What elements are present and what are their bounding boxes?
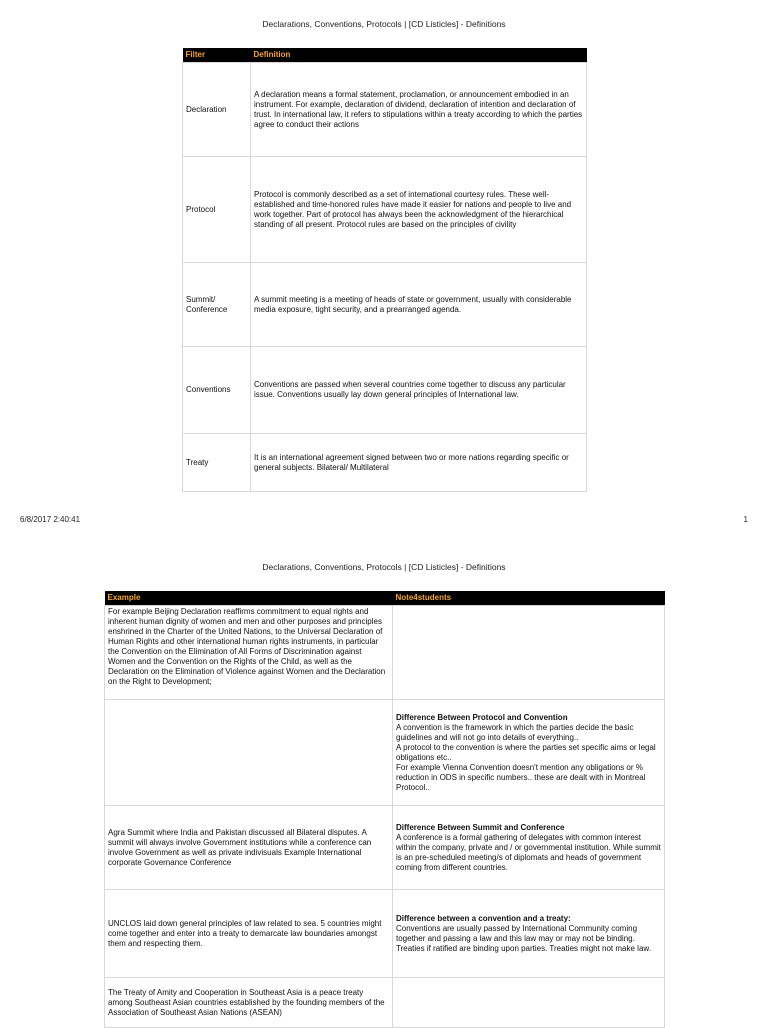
definition-cell: Protocol is commonly described as a set of international courtesy rules. These well-established and time-honored rules have made it easier for nations and people to live and work together. Part of protocol has always been the acknowledgment of the hierarchical standing of all present. Protocol rules are based on the principles of civility: [251, 157, 587, 263]
note-body: A conference is a formal gathering of delegates with common interest within the company, private and / or governmental institution. While summit is an pre-scheduled meeting/s of diplomats and heads of government coming from different countries.: [396, 832, 661, 872]
table-row: [105, 806, 665, 890]
table-header-row: [105, 591, 665, 606]
filter-cell: Declaration: [183, 63, 251, 157]
page-title: Declarations, Conventions, Protocols | [CD Listicles] - Definitions: [262, 562, 506, 572]
page-number: 1: [743, 515, 748, 524]
table-header-row: [183, 48, 587, 63]
note-title: Difference Between Summit and Conference: [396, 822, 565, 832]
note-column-header: Note4students: [393, 591, 665, 606]
note-body: Conventions are usually passed by International Community coming together and passing a law and this law may or may not be binding. Treaties if ratified are binding upon parties. Treaties might not make law.: [396, 923, 651, 953]
filter-cell: Conventions: [183, 347, 251, 434]
example-cell: UNCLOS laid down general principles of law related to sea. 5 countries might come together and enter into a treaty to demarcate law boundaries amongst them and respecting them.: [105, 890, 393, 978]
example-cell: For example Beijing Declaration reaffirms commitment to equal rights and inherent human dignity of women and men and other purposes and principles enshrined in the Charter of the United Nations, to the Universal Declaration of Human Rights and other international human rights instruments, in particular the Convention on the Elimination of All Forms of Discrimination against Women and the Convention on the Rights of the Child, as well as the Declaration on the Elimination of Violence against Women and the Declaration on the Right to Development;: [105, 606, 393, 700]
definition-cell: A declaration means a formal statement, proclamation, or announcement embodied in an instrument. For example, declaration of dividend, declaration of intention and declaration of trust. In international law, it refers to stipulations within a treaty according to which the parties agree to conduct their actions: [251, 63, 587, 157]
definition-column-header: Definition: [251, 48, 587, 63]
example-cell: Agra Summit where India and Pakistan discussed all Bilateral disputes. A summit will always involve Government institutions while a conference can involve Government as well as private indivisuals Example International corporate Governance Conference: [105, 806, 393, 890]
note-title: Difference Between Protocol and Convention: [396, 712, 568, 722]
definition-cell: It is an international agreement signed between two or more nations regarding specific or general subjects. Bilateral/ Multilateral: [251, 434, 587, 492]
table-row: [105, 978, 665, 1028]
example-cell: The Treaty of Amity and Cooperation in Southeast Asia is a peace treaty among Southeast Asian countries established by the founding members of the Association of Southeast Asian Nations (ASEAN): [105, 978, 393, 1028]
definitions-table: [182, 48, 587, 492]
note-title: Difference between a convention and a treaty:: [396, 913, 571, 923]
examples-table: [104, 591, 665, 1028]
table-row: [105, 700, 665, 806]
note-body: A convention is the framework in which the parties decide the basic guidelines and will not go into details of everything.. A protocol to the convention is where the parties set specific aims or legal obligations etc.. For example Vienna Convention doesn't mention any obligations or % reduction in ODS in specific numbers.. these are dealt with in Montreal Protocol..: [396, 722, 656, 792]
example-column-header: Example: [105, 591, 393, 606]
print-timestamp: 6/8/2017 2:40:41: [20, 515, 81, 524]
note-cell: [393, 700, 665, 806]
page-title: Declarations, Conventions, Protocols | [CD Listicles] - Definitions: [262, 19, 506, 29]
note-cell: [393, 890, 665, 978]
table-row: [183, 263, 587, 347]
table-row: [183, 347, 587, 434]
example-cell: [105, 700, 393, 806]
filter-column-header: Filter: [183, 48, 251, 63]
table-row: [183, 157, 587, 263]
note-cell: [393, 806, 665, 890]
filter-cell: Treaty: [183, 434, 251, 492]
note-cell: [393, 978, 665, 1028]
table-row: [105, 606, 665, 700]
filter-cell: Summit/ Conference: [183, 263, 251, 347]
filter-cell: Protocol: [183, 157, 251, 263]
note-cell: [393, 606, 665, 700]
table-row: [183, 434, 587, 492]
table-row: [105, 890, 665, 978]
table-row: [183, 63, 587, 157]
definition-cell: A summit meeting is a meeting of heads of state or government, usually with considerable media exposure, tight security, and a prearranged agenda.: [251, 263, 587, 347]
definition-cell: Conventions are passed when several countries come together to discuss any particular issue. Conventions usually lay down general principles of International law.: [251, 347, 587, 434]
